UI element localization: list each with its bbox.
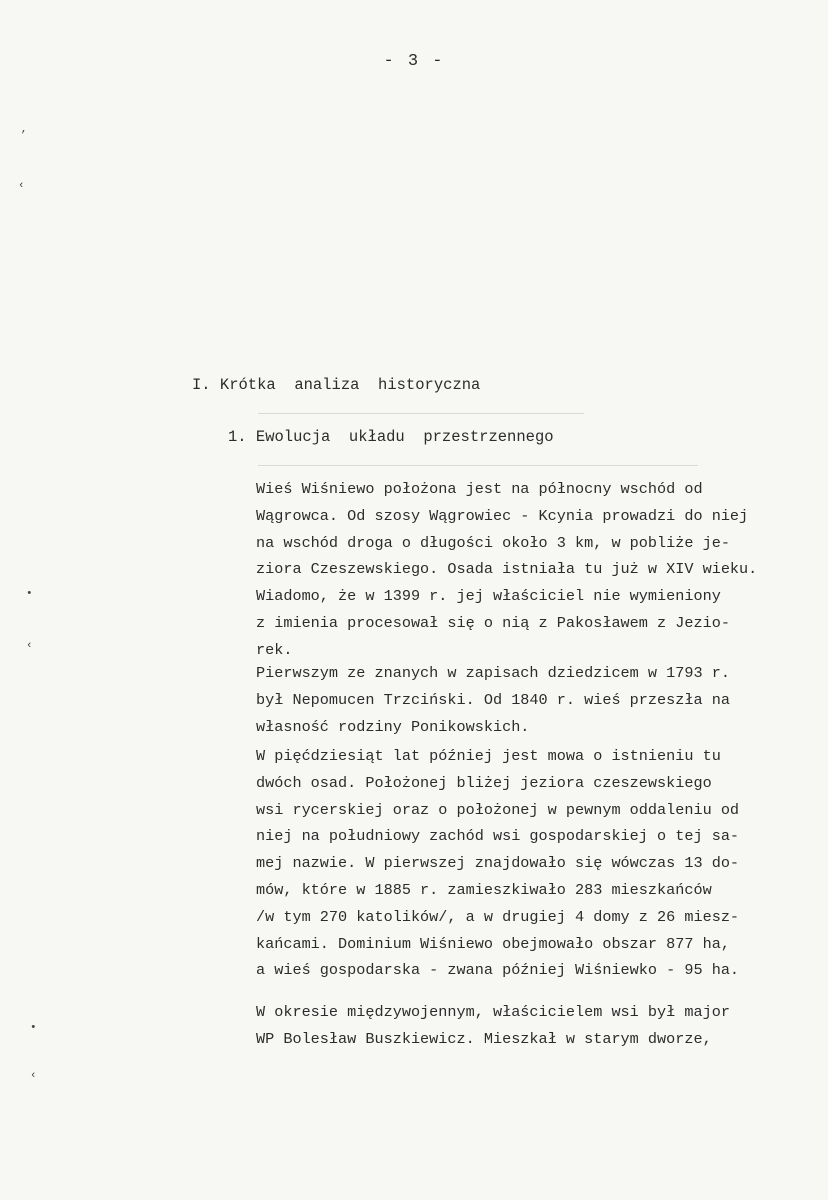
margin-mark: • [26, 588, 33, 600]
text-line: z imienia procesował się o nią z Pakosławem z Jezio- [256, 613, 730, 632]
show-through-line [258, 413, 584, 414]
paragraph [256, 660, 826, 740]
paragraph [256, 999, 826, 1053]
text-line: rek. [256, 640, 293, 659]
margin-mark: ’ [20, 130, 27, 142]
page-number: - 3 - [383, 52, 445, 71]
margin-mark: ‹ [18, 180, 25, 192]
text-line: ziora Czeszewskiego. Osada istniała tu już w XIV wieku. [256, 560, 758, 579]
text-line: /w tym 270 katolików/, a w drugiej 4 domy z 26 miesz- [256, 907, 740, 926]
text-line: a wieś gospodarska - zwana później Wiśniewko - 95 ha. [256, 961, 740, 980]
margin-mark: • [30, 1022, 37, 1034]
text-line: był Nepomucen Trzciński. Od 1840 r. wieś przeszła na [256, 690, 730, 709]
text-line: niej na południowy zachód wsi gospodarskiej o tej sa- [256, 827, 740, 846]
text-line: mej nazwie. W pierwszej znajdowało się wówczas 13 do- [256, 854, 740, 873]
text-line: WP Bolesław Buszkiewicz. Mieszkał w starym dworze, [256, 1029, 712, 1048]
text-line: dwóch osad. Położonej bliżej jeziora czeszewskiego [256, 773, 712, 792]
section-heading: I. Krótka analiza historyczna [192, 376, 481, 394]
paragraph [256, 743, 826, 984]
text-line: wsi rycerskiej oraz o położonej w pewnym oddaleniu od [256, 800, 740, 819]
text-line: Wągrowca. Od szosy Wągrowiec - Kcynia prowadzi do niej [256, 506, 749, 525]
margin-mark: ‹ [30, 1070, 37, 1082]
text-line: W pięćdziesiąt lat później jest mowa o istnieniu tu [256, 747, 721, 765]
show-through-line [258, 465, 698, 466]
text-line: W okresie międzywojennym, właścicielem wsi był major [256, 1003, 730, 1021]
text-line: kańcami. Dominium Wiśniewo obejmowało obszar 877 ha, [256, 934, 730, 953]
text-line: Wiadomo, że w 1399 r. jej właściciel nie wymieniony [256, 587, 721, 606]
text-line: mów, które w 1885 r. zamieszkiwało 283 mieszkańców [256, 880, 712, 899]
text-line: własność rodziny Ponikowskich. [256, 717, 530, 736]
margin-mark: ‹ [26, 640, 33, 652]
subsection-heading: 1. Ewolucja układu przestrzennego [228, 428, 554, 446]
text-line: Pierwszym ze znanych w zapisach dziedzicem w 1793 r. [256, 664, 730, 682]
paragraph [256, 476, 826, 664]
text-line: Wieś Wiśniewo położona jest na północny wschód od [256, 480, 703, 498]
text-line: na wschód droga o długości około 3 km, w pobliże je- [256, 533, 730, 552]
